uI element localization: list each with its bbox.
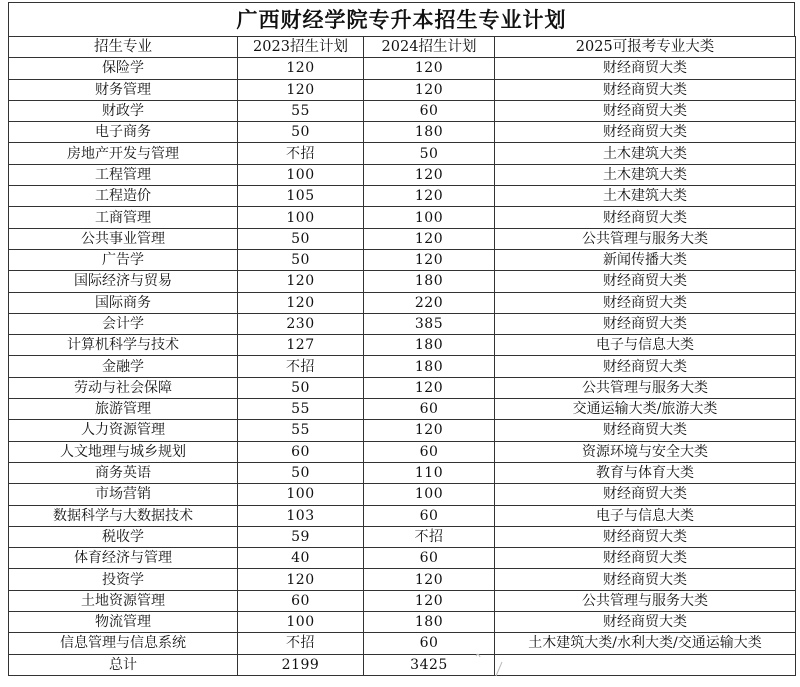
table-row [9,313,796,334]
table-row [9,505,796,526]
plan-2023-cell: 55 [238,420,364,441]
major-cell: 计算机科学与技术 [9,335,238,356]
plan-2023-cell: 100 [238,164,364,185]
table-row [9,462,796,483]
major-cell: 广告学 [9,249,238,270]
table-row [9,484,796,505]
table-row [9,271,796,292]
major-cell: 电子商务 [9,122,238,143]
category-cell: 财经商贸大类 [495,100,796,121]
plan-2023-cell: 103 [238,505,364,526]
major-cell: 税收学 [9,526,238,547]
plan-2024-cell: 220 [364,292,495,313]
category-cell: 财经商贸大类 [495,79,796,100]
total-label: 总计 [9,654,238,675]
major-cell: 会计学 [9,313,238,334]
category-cell: 财经商贸大类 [495,271,796,292]
plan-2024-cell: 60 [364,399,495,420]
table-title: 广西财经学院专升本招生专业计划 [8,2,795,36]
category-cell: 资源环境与安全大类 [495,441,796,462]
plan-2024-cell: 180 [364,612,495,633]
table-row [9,207,796,228]
plan-2023-cell: 不招 [238,633,364,654]
plan-2024-cell: 60 [364,100,495,121]
plan-2024-cell: 180 [364,271,495,292]
category-cell: 新闻传播大类 [495,249,796,270]
plan-2023-cell: 127 [238,335,364,356]
category-cell: 财经商贸大类 [495,526,796,547]
plan-2024-cell: 100 [364,484,495,505]
category-cell: 公共管理与服务大类 [495,228,796,249]
major-cell: 劳动与社会保障 [9,377,238,398]
pen-mark [472,648,512,678]
category-cell: 公共管理与服务大类 [495,377,796,398]
major-cell: 土地资源管理 [9,590,238,611]
plan-2023-cell: 50 [238,462,364,483]
header-2024-plan: 2024招生计划 [364,37,495,58]
table-row [9,100,796,121]
plan-2024-cell: 120 [364,58,495,79]
table-row [9,569,796,590]
category-cell: 教育与体育大类 [495,462,796,483]
category-cell: 财经商贸大类 [495,207,796,228]
plan-2023-cell: 不招 [238,143,364,164]
major-cell: 投资学 [9,569,238,590]
major-cell: 旅游管理 [9,399,238,420]
major-cell: 国际经济与贸易 [9,271,238,292]
plan-2023-cell: 不招 [238,356,364,377]
category-cell: 财经商贸大类 [495,612,796,633]
table-row [9,356,796,377]
category-cell: 财经商贸大类 [495,548,796,569]
plan-2023-cell: 50 [238,377,364,398]
header-row [9,37,796,58]
total-row [9,654,796,675]
plan-2024-cell: 120 [364,228,495,249]
plan-2024-cell: 120 [364,590,495,611]
enrollment-plan-table [8,36,796,676]
category-cell: 财经商贸大类 [495,122,796,143]
header-2023-plan: 2023招生计划 [238,37,364,58]
table-row [9,590,796,611]
plan-2024-cell: 60 [364,548,495,569]
category-cell: 土木建筑大类/水利大类/交通运输大类 [495,633,796,654]
major-cell: 公共事业管理 [9,228,238,249]
plan-2024-cell: 180 [364,122,495,143]
major-cell: 数据科学与大数据技术 [9,505,238,526]
major-cell: 国际商务 [9,292,238,313]
table-row [9,228,796,249]
plan-2024-cell: 60 [364,633,495,654]
category-cell: 财经商贸大类 [495,313,796,334]
major-cell: 市场营销 [9,484,238,505]
table-row [9,420,796,441]
plan-2024-cell: 120 [364,79,495,100]
plan-2023-cell: 50 [238,122,364,143]
table-row [9,122,796,143]
plan-2023-cell: 100 [238,207,364,228]
plan-2024-cell: 60 [364,505,495,526]
total-2023: 2199 [238,654,364,675]
plan-2023-cell: 55 [238,100,364,121]
plan-2023-cell: 60 [238,441,364,462]
category-cell: 土木建筑大类 [495,164,796,185]
plan-2023-cell: 120 [238,271,364,292]
category-cell: 财经商贸大类 [495,356,796,377]
plan-2024-cell: 385 [364,313,495,334]
plan-2024-cell: 120 [364,186,495,207]
table-row [9,79,796,100]
category-cell: 财经商贸大类 [495,292,796,313]
category-cell: 交通运输大类/旅游大类 [495,399,796,420]
table-row [9,612,796,633]
table-row [9,164,796,185]
plan-2023-cell: 100 [238,612,364,633]
table-row [9,143,796,164]
major-cell: 商务英语 [9,462,238,483]
plan-2023-cell: 120 [238,292,364,313]
total-2024: 3425 [364,654,495,675]
category-cell: 财经商贸大类 [495,484,796,505]
plan-sheet [8,2,795,676]
major-cell: 财务管理 [9,79,238,100]
plan-2023-cell: 50 [238,228,364,249]
major-cell: 房地产开发与管理 [9,143,238,164]
plan-2024-cell: 60 [364,441,495,462]
plan-2024-cell: 100 [364,207,495,228]
major-cell: 保险学 [9,58,238,79]
category-cell: 电子与信息大类 [495,335,796,356]
major-cell: 财政学 [9,100,238,121]
table-row [9,548,796,569]
category-cell: 电子与信息大类 [495,505,796,526]
major-cell: 工程造价 [9,186,238,207]
plan-2023-cell: 120 [238,569,364,590]
plan-2023-cell: 60 [238,590,364,611]
major-cell: 金融学 [9,356,238,377]
category-cell: 公共管理与服务大类 [495,590,796,611]
plan-2023-cell: 59 [238,526,364,547]
plan-2024-cell: 不招 [364,526,495,547]
plan-2024-cell: 110 [364,462,495,483]
table-row [9,58,796,79]
plan-2024-cell: 120 [364,164,495,185]
major-cell: 物流管理 [9,612,238,633]
table-row [9,441,796,462]
category-cell: 财经商贸大类 [495,58,796,79]
plan-2024-cell: 180 [364,335,495,356]
major-cell: 人力资源管理 [9,420,238,441]
plan-2023-cell: 40 [238,548,364,569]
total-category [495,654,796,675]
major-cell: 人文地理与城乡规划 [9,441,238,462]
major-cell: 体育经济与管理 [9,548,238,569]
plan-2024-cell: 180 [364,356,495,377]
plan-2024-cell: 120 [364,420,495,441]
header-major: 招生专业 [9,37,238,58]
table-row [9,377,796,398]
plan-2023-cell: 55 [238,399,364,420]
plan-2024-cell: 50 [364,143,495,164]
plan-2023-cell: 120 [238,79,364,100]
header-2025-category: 2025可报考专业大类 [495,37,796,58]
plan-2023-cell: 50 [238,249,364,270]
category-cell: 土木建筑大类 [495,143,796,164]
plan-2023-cell: 100 [238,484,364,505]
table-row [9,633,796,654]
table-row [9,526,796,547]
category-cell: 财经商贸大类 [495,420,796,441]
table-row [9,292,796,313]
plan-2024-cell: 120 [364,377,495,398]
plan-2023-cell: 120 [238,58,364,79]
table-row [9,335,796,356]
plan-2023-cell: 230 [238,313,364,334]
major-cell: 工商管理 [9,207,238,228]
major-cell: 工程管理 [9,164,238,185]
table-row [9,249,796,270]
category-cell: 土木建筑大类 [495,186,796,207]
table-row [9,186,796,207]
major-cell: 信息管理与信息系统 [9,633,238,654]
plan-2024-cell: 120 [364,249,495,270]
plan-2024-cell: 120 [364,569,495,590]
plan-2023-cell: 105 [238,186,364,207]
table-row [9,399,796,420]
category-cell: 财经商贸大类 [495,569,796,590]
